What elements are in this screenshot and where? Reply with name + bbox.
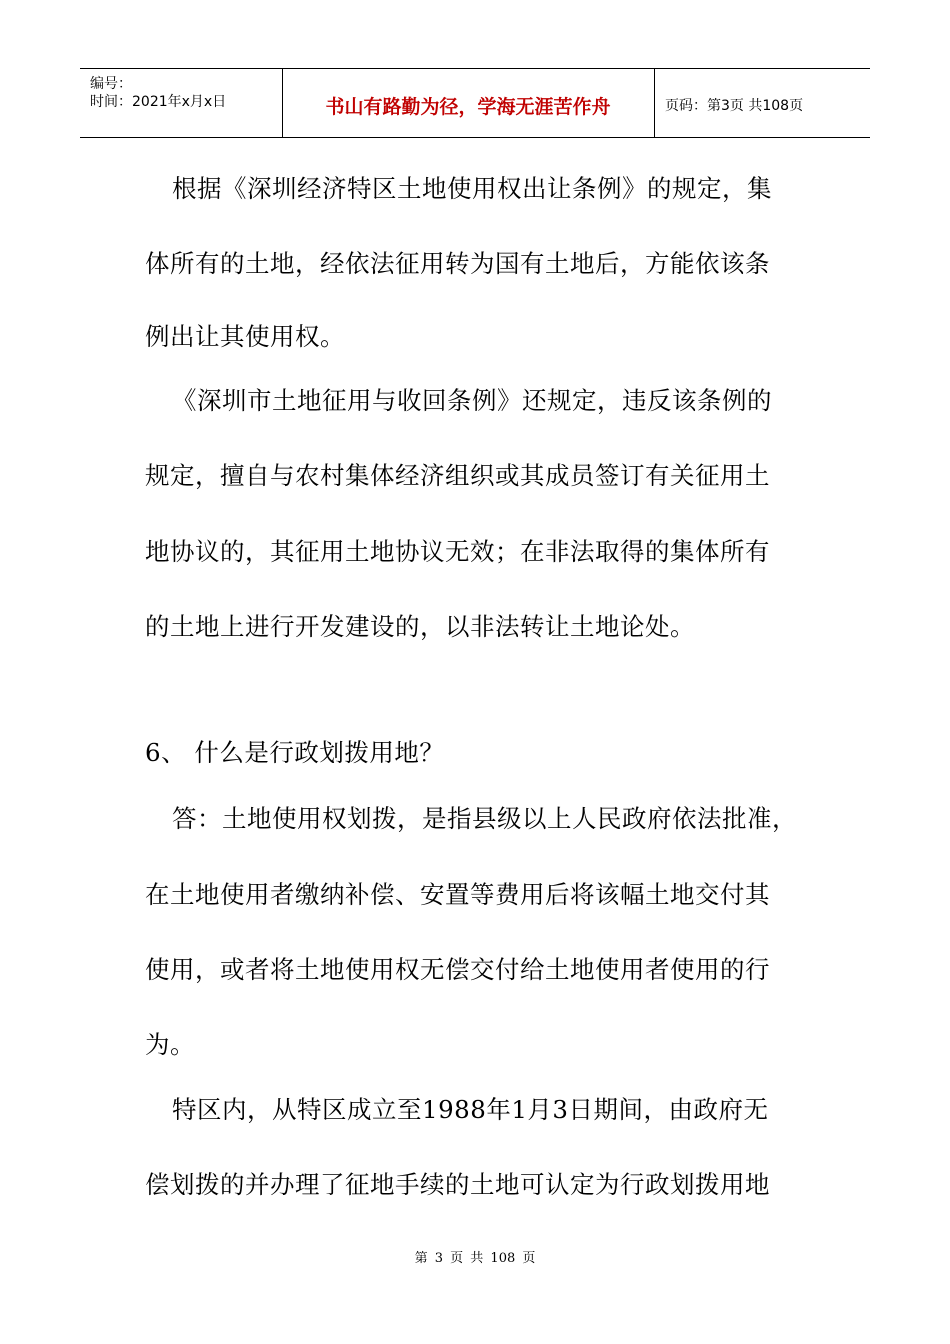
section-heading: 6、 什么是行政划拨用地？ (145, 738, 445, 767)
paragraph-line: 体所有的土地，经依法征用转为国有土地后，方能依该条 (145, 249, 770, 278)
header-middle-cell (282, 69, 655, 137)
document-date: 时间：2021年x月x日 (90, 94, 227, 110)
paragraph-line: 为。 (145, 1030, 195, 1059)
paragraph-line: 使用，或者将土地使用权无偿交付给土地使用者使用的行 (145, 955, 770, 984)
paragraph-line: 例出让其使用权。 (145, 322, 345, 351)
paragraph-line: 根据《深圳经济特区土地使用权出让条例》的规定，集 (172, 174, 772, 203)
header-page-info: 页码：第3页 共108页 (665, 98, 804, 114)
header-left-cell (80, 69, 283, 137)
header-motto: 书山有路勤为径，学海无涯苦作舟 (325, 96, 611, 118)
paragraph-line: 《深圳市土地征用与收回条例》还规定，违反该条例的 (172, 386, 772, 415)
document-code-label: 编号： (90, 76, 132, 92)
paragraph-line: 地协议的，其征用土地协议无效；在非法取得的集体所有 (145, 537, 770, 566)
header-right-cell (655, 69, 870, 137)
paragraph-line: 答：土地使用权划拨，是指县级以上人民政府依法批准， (172, 804, 797, 833)
paragraph-line: 特区内，从特区成立至1988年1月3日期间，由政府无 (172, 1095, 769, 1124)
document-header (80, 68, 870, 138)
paragraph-line: 在土地使用者缴纳补偿、安置等费用后将该幅土地交付其 (145, 880, 770, 909)
paragraph-line: 的土地上进行开发建设的，以非法转让土地论处。 (145, 612, 695, 641)
page-footer: 第 3 页 共 108 页 (414, 1251, 536, 1266)
paragraph-line: 规定，擅自与农村集体经济组织或其成员签订有关征用土 (145, 461, 770, 490)
paragraph-line: 偿划拨的并办理了征地手续的土地可认定为行政划拨用地 (145, 1170, 770, 1199)
